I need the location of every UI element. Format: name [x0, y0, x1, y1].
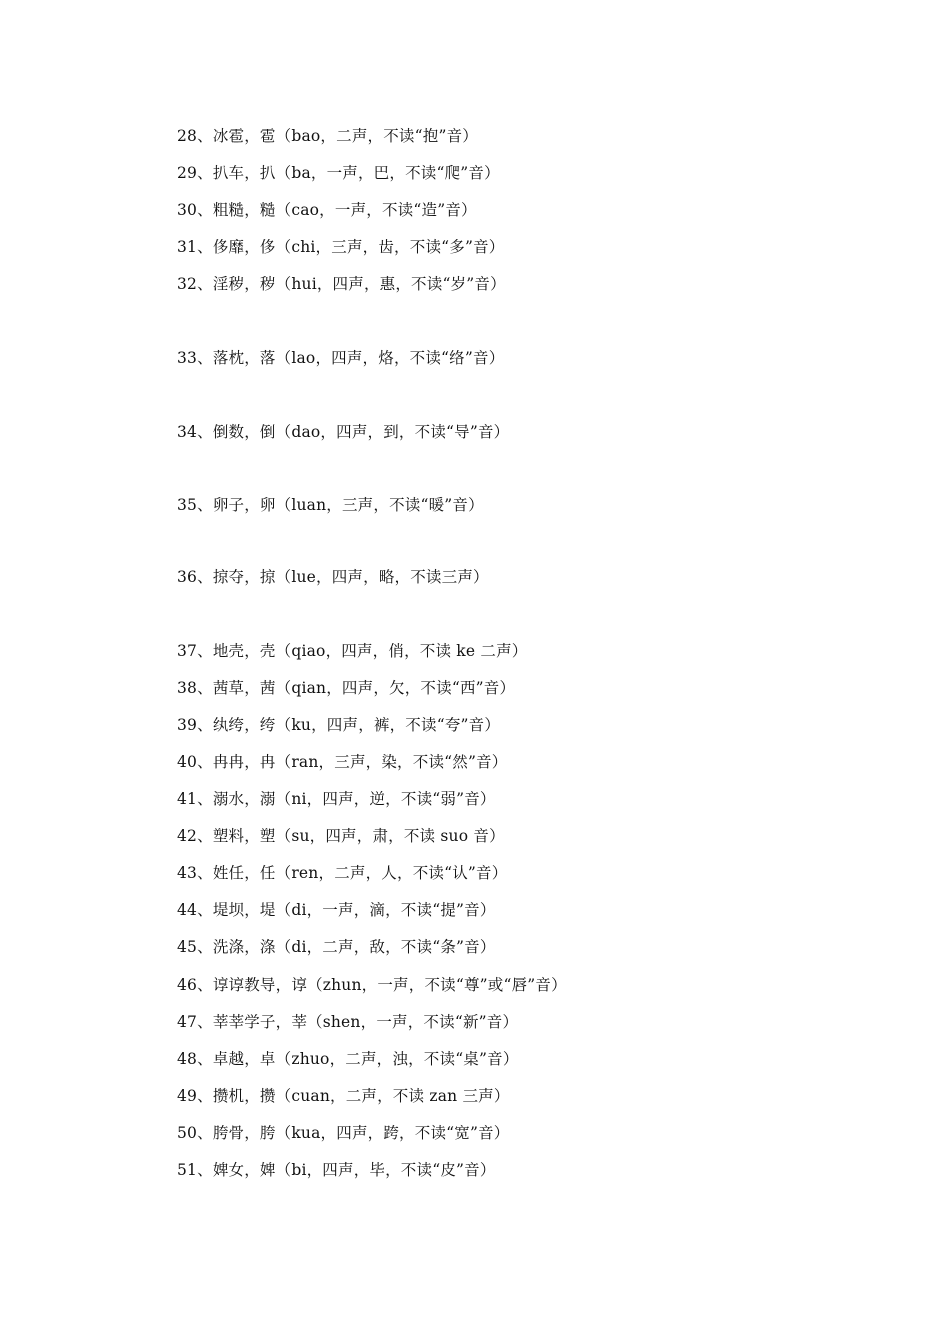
- entry-35: 35、卵子，卵（luan，三声，不读“暖”音）: [177, 496, 484, 514]
- entry-30: 30、粗糙，糙（cao，一声，不读“造”音）: [177, 201, 477, 219]
- entry-39: 39、纨绔，绔（ku，四声，裤，不读“夸”音）: [177, 716, 501, 734]
- entry-47: 47、莘莘学子，莘（shen，一声，不读“新”音）: [177, 1013, 519, 1031]
- entry-29: 29、扒车，扒（ba，一声，巴，不读“爬”音）: [177, 164, 500, 182]
- entry-43: 43、姓任，任（ren，二声，人，不读“认”音）: [177, 864, 508, 882]
- entry-44: 44、堤坝，堤（di，一声，滴，不读“提”音）: [177, 901, 496, 919]
- entry-31: 31、侈靡，侈（chi，三声，齿，不读“多”音）: [177, 238, 505, 256]
- entry-46: 46、谆谆教导，谆（zhun，一声，不读“尊”或“唇”音）: [177, 976, 567, 994]
- entry-49: 49、攒机，攒（cuan，二声，不读 zan 三声）: [177, 1087, 510, 1105]
- entry-48: 48、卓越，卓（zhuo，二声，浊，不读“桌”音）: [177, 1050, 519, 1068]
- entry-38: 38、茜草，茜（qian，四声，欠，不读“西”音）: [177, 679, 516, 697]
- entry-42: 42、塑料，塑（su，四声，肃，不读 suo 音）: [177, 827, 505, 845]
- entry-41: 41、溺水，溺（ni，四声，逆，不读“弱”音）: [177, 790, 496, 808]
- entry-32: 32、淫秽，秽（hui，四声，惠，不读“岁”音）: [177, 275, 506, 293]
- entry-51: 51、婢女，婢（bi，四声，毕，不读“皮”音）: [177, 1161, 496, 1179]
- entry-40: 40、冉冉，冉（ran，三声，染，不读“然”音）: [177, 753, 508, 771]
- entry-37: 37、地壳，壳（qiao，四声，俏，不读 ke 二声）: [177, 642, 528, 660]
- entry-28: 28、冰雹，雹（bao，二声，不读“抱”音）: [177, 127, 478, 145]
- entry-33: 33、落枕，落（lao，四声，烙，不读“络”音）: [177, 349, 505, 367]
- entry-34: 34、倒数，倒（dao，四声，到，不读“导”音）: [177, 423, 510, 441]
- entry-45: 45、洗涤，涤（di，二声，敌，不读“条”音）: [177, 938, 496, 956]
- entry-36: 36、掠夺，掠（lue，四声，略，不读三声）: [177, 568, 489, 586]
- entry-50: 50、胯骨，胯（kua，四声，跨，不读“宽”音）: [177, 1124, 510, 1142]
